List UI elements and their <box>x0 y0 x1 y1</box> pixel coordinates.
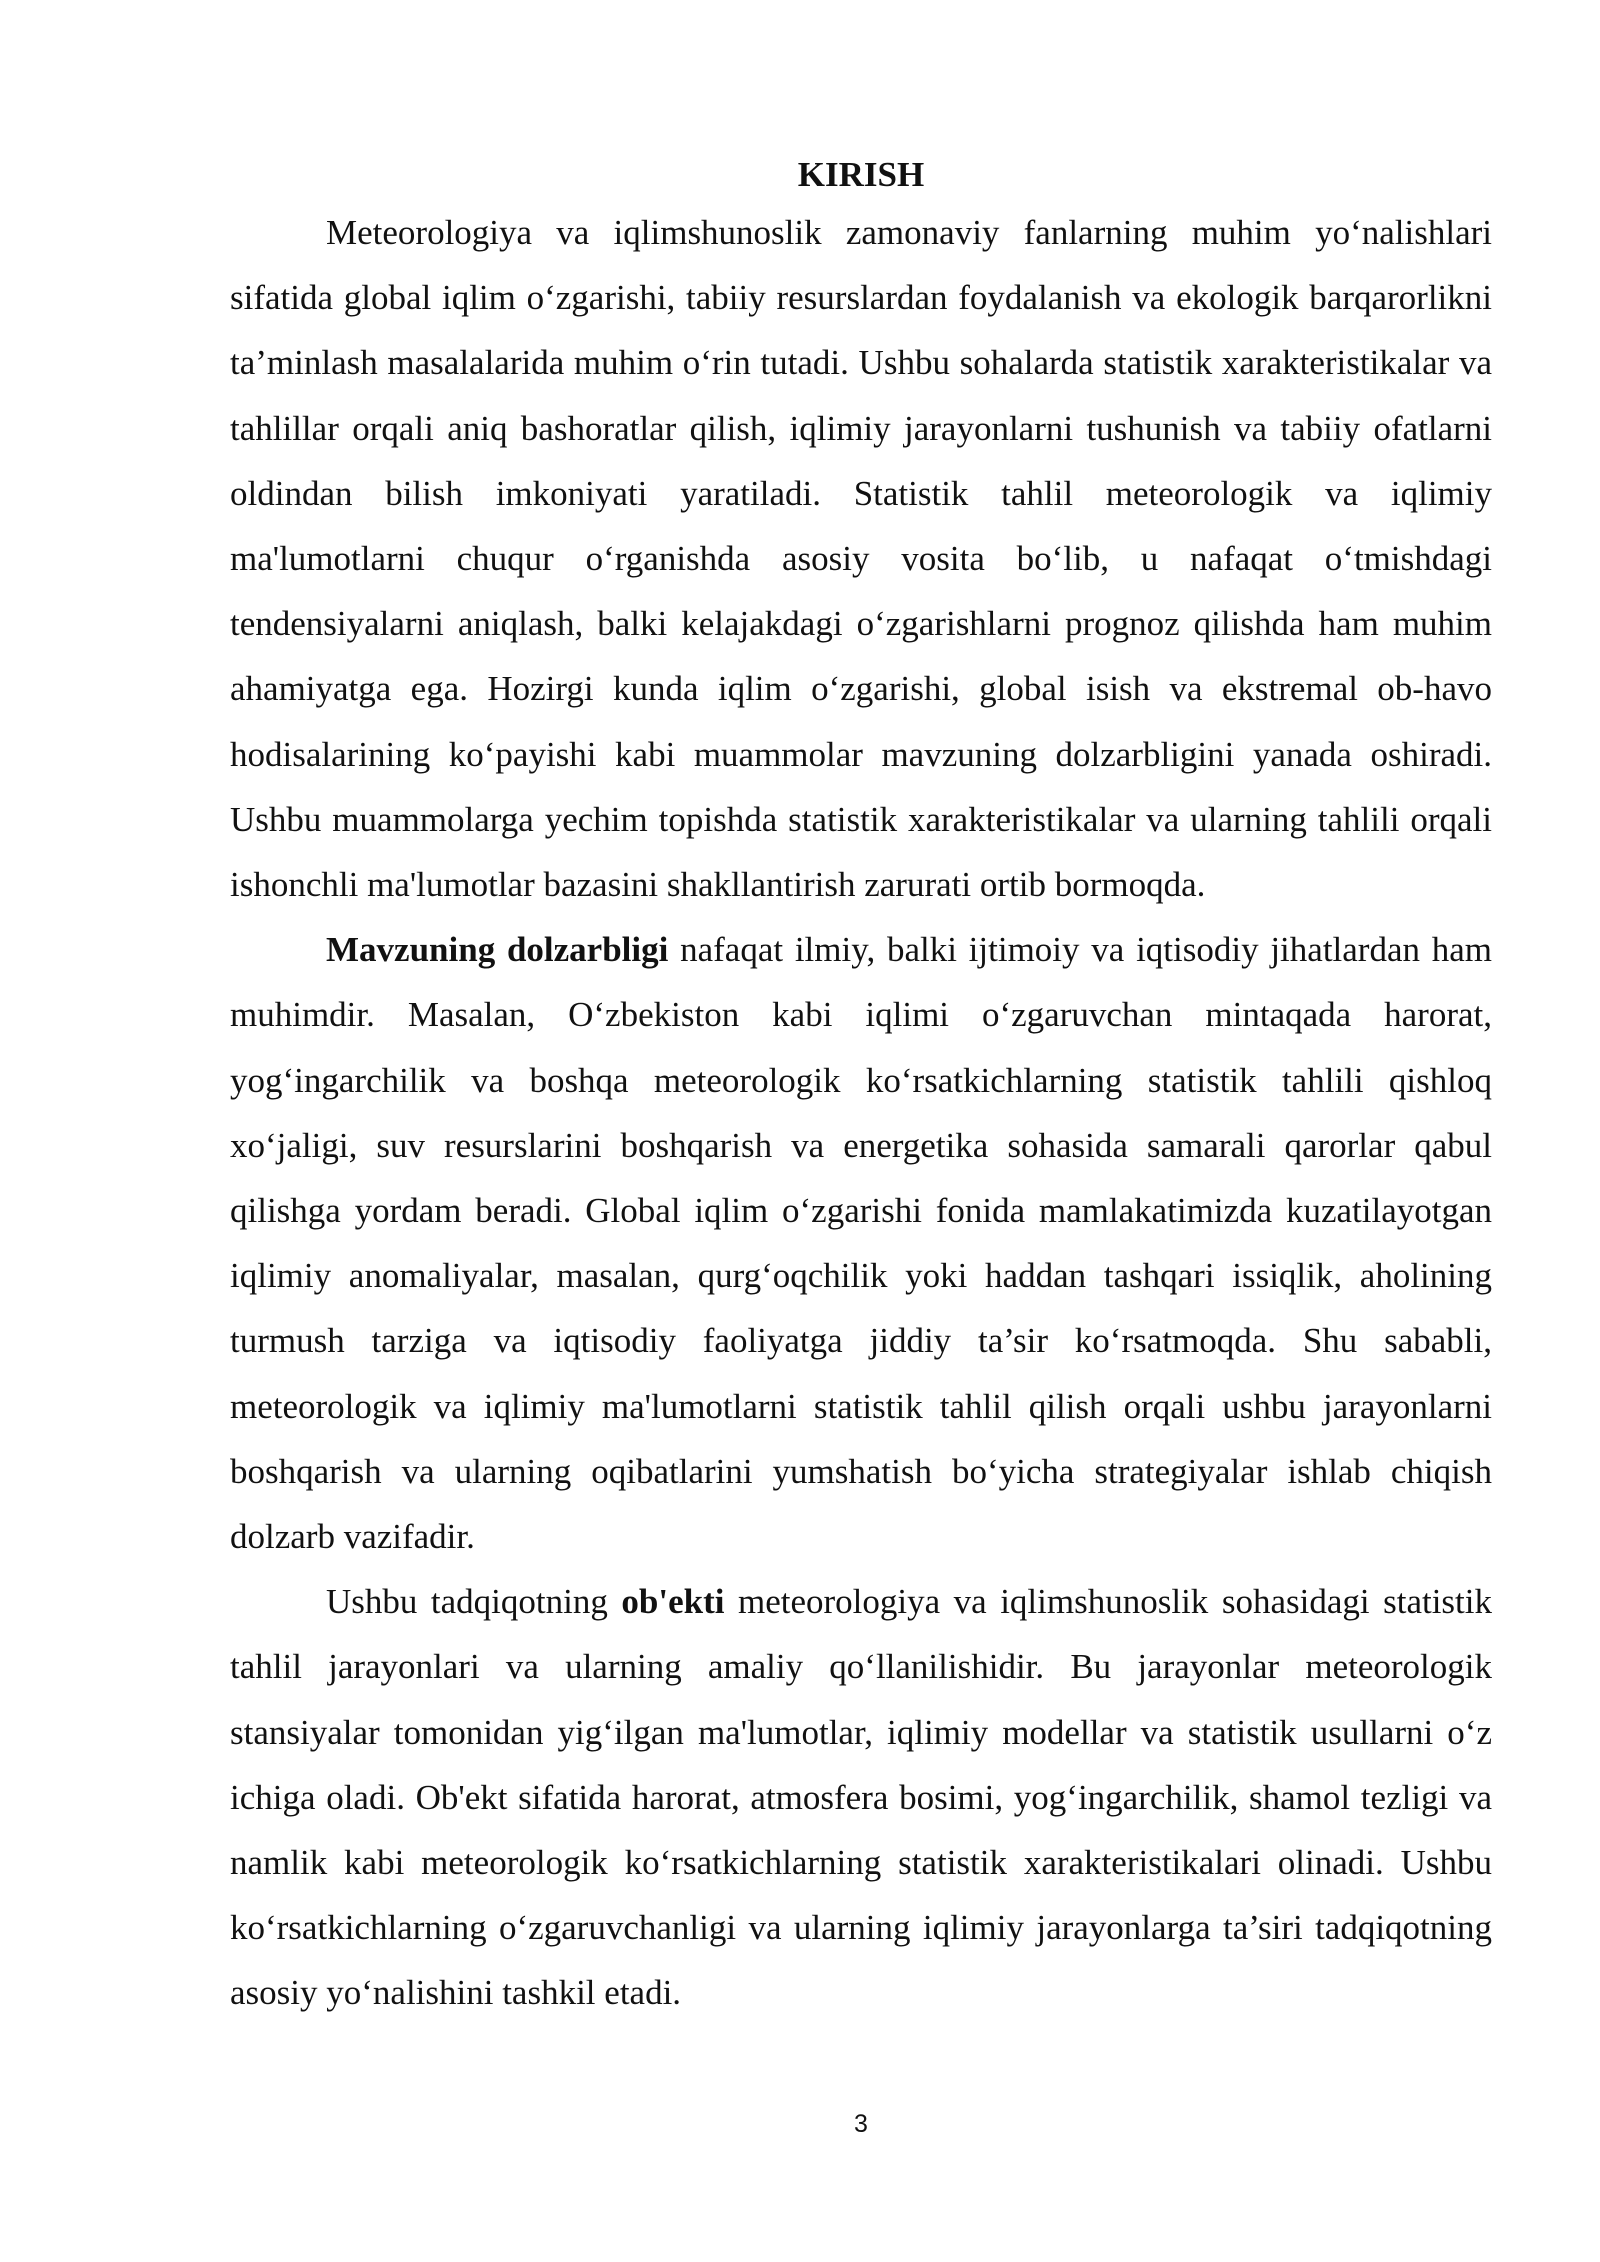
document-page <box>230 150 1492 2026</box>
paragraph-object <box>230 1569 1492 2025</box>
paragraph-text: meteorologiya va iqlimshunoslik sohasidagi statistik tahlil jarayonlari va ularning amaliy qo‘llanilishidir. Bu jarayonlar meteorologik stansiyalar tomonidan yig‘ilgan ma'lumotlar, iqlimiy modellar va statistik usullarni o‘z ichiga oladi. Ob'ekt sifatida harorat, atmosfera bosimi, yog‘ingarchilik, shamol tezligi va namlik kabi meteorologik ko‘rsatkichlarning statistik xarakteristikalari olinadi. Ushbu ko‘rsatkichlarning o‘zgaruvchanligi va ularning iqlimiy jarayonlarga ta’siri tadqiqotning asosiy yo‘nalishini tashkil etadi. <box>230 1582 1492 2013</box>
paragraph-intro <box>230 200 1492 917</box>
paragraph-bold-term: Mavzuning dolzarbligi <box>326 930 669 970</box>
paragraph-text: Meteorologiya va iqlimshunoslik zamonaviy fanlarning muhim yo‘nalishlari sifatida global iqlim o‘zgarishi, tabiiy resurslardan foydalanish va ekologik barqarorlikni ta’minlash masalalarida muhim o‘rin tutadi. Ushbu sohalarda statistik xarakteristikalar va tahlillar orqali aniq bashoratlar qilish, iqlimiy jarayonlarni tushunish va tabiiy ofatlarni oldindan bilish imkoniyati yaratiladi. Statistik tahlil meteorologik va iqlimiy ma'lumotlarni chuqur o‘rganishda asosiy vosita bo‘lib, u nafaqat o‘tmishdagi tendensiyalarni aniqlash, balki kelajakdagi o‘zgarishlarni prognoz qilishda ham muhim ahamiyatga ega. Hozirgi kunda iqlim o‘zgarishi, global isish va ekstremal ob-havo hodisalarining ko‘payishi kabi muammolar mavzuning dolzarbligini yanada oshiradi. Ushbu muammolarga yechim topishda statistik xarakteristikalar va ularning tahlili orqali ishonchli ma'lumotlar bazasini shakllantirish zarurati ortib bormoqda. <box>230 213 1492 905</box>
section-title: KIRISH <box>797 155 925 194</box>
paragraph-text: nafaqat ilmiy, balki ijtimoiy va iqtisodiy jihatlardan ham muhimdir. Masalan, O‘zbekiston kabi iqlimi o‘zgaruvchan mintaqada harorat, yog‘ingarchilik va boshqa meteorologik ko‘rsatkichlarning statistik tahlili qishloq xo‘jaligi, suv resurslarini boshqarish va energetika sohasida samarali qarorlar qabul qilishga yordam beradi. Global iqlim o‘zgarishi fonida mamlakatimizda kuzatilayotgan iqlimiy anomaliyalar, masalan, qurg‘oqchilik yoki haddan tashqari issiqlik, aholining turmush tarziga va iqtisodiy faoliyatga jiddiy ta’sir ko‘rsatmoqda. Shu sababli, meteorologik va iqlimiy ma'lumotlarni statistik tahlil qilish orqali ushbu jarayonlarni boshqarish va ularning oqibatlarini yumshatish bo‘yicha strategiyalar ishlab chiqish dolzarb vazifadir. <box>230 930 1492 1557</box>
page-number: 3 <box>854 2110 868 2138</box>
paragraph-bold-term: ob'ekti <box>621 1582 725 1622</box>
paragraph-relevance <box>230 917 1492 1569</box>
paragraph-text-lead: Ushbu tadqiqotning <box>326 1582 622 1622</box>
